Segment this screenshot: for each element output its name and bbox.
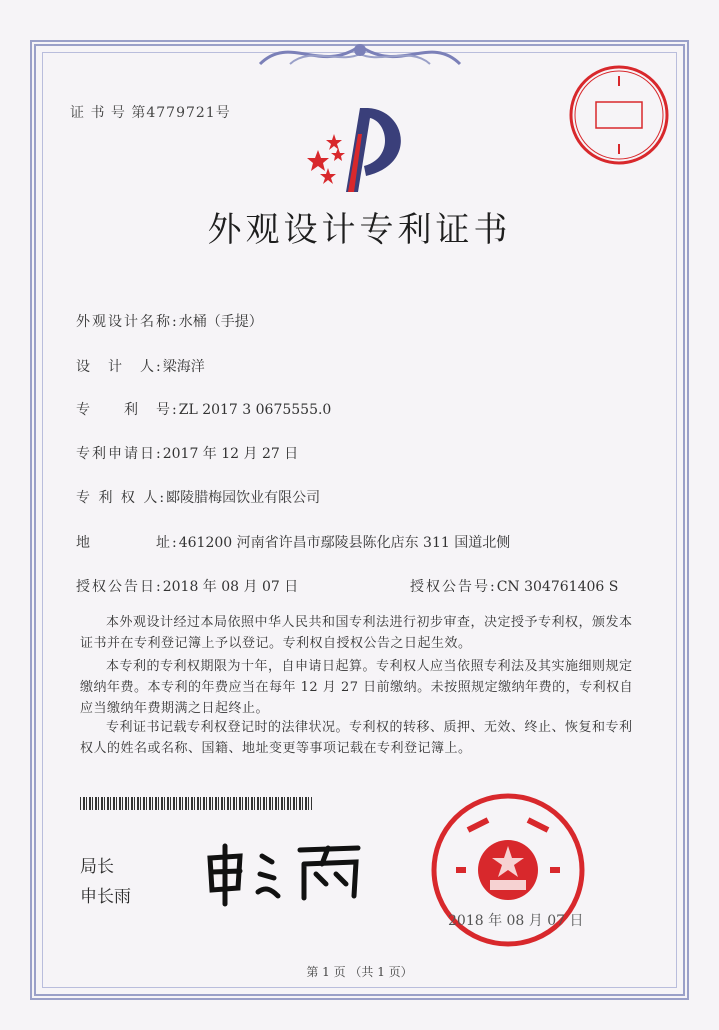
field-value: 郾陵腊梅园饮业有限公司	[166, 490, 321, 506]
field-value: ZL 2017 3 0675555.0	[178, 402, 332, 418]
paragraph-text: 本外观设计经过本局依照中华人民共和国专利法进行初步审查，决定授予专利权，颁发本证书并在专利登记簿上予以登记。专利权自授权公告之日起生效。	[80, 615, 633, 651]
field-label: 地 址:	[76, 535, 179, 551]
paragraph-text: 专利证书记载专利权登记时的法律状况。专利权的转移、质押、无效、终止、恢复和专利权人的姓名或名称、国籍、地址变更等事项记载在专利登记簿上。	[80, 720, 633, 756]
body-paragraph-3	[80, 717, 644, 759]
field-label: 专利申请日:	[76, 446, 163, 462]
certificate-title: 外观设计专利证书	[207, 210, 512, 250]
field-grant-date	[76, 576, 298, 596]
body-paragraph-1	[80, 612, 644, 654]
field-patent-number	[76, 399, 331, 419]
page-number: 第 1 页 （共 1 页）	[306, 965, 413, 979]
field-value: 2017 年 12 月 27 日	[162, 446, 299, 462]
paragraph-text: 本专利的专利权期限为十年，自申请日起算。专利权人应当依照专利法及其实施细则规定缴纳年费。本专利的年费应当在每年 12 月 27 日前缴纳。未按照规定缴纳年费的，专利权自应当缴纳年费期满之日起终止。	[80, 659, 634, 716]
field-label: 授权公告号:	[410, 579, 497, 595]
field-address	[76, 532, 510, 552]
field-label: 专 利 权 人:	[76, 490, 167, 506]
field-label: 外观设计名称:	[76, 314, 179, 330]
barcode	[80, 797, 312, 810]
tax-seal-stamp	[566, 62, 672, 168]
field-value: 水桶（手提）	[178, 314, 263, 330]
field-designer	[76, 356, 205, 376]
top-ornament-icon	[250, 34, 470, 74]
seal-date: 2018 年 08 月 07 日	[448, 913, 584, 929]
director-title: 局长	[80, 857, 114, 877]
field-value: 梁海洋	[162, 359, 205, 375]
field-value: 2018 年 08 月 07 日	[162, 579, 299, 595]
field-design-name	[76, 311, 263, 331]
body-paragraph-2	[80, 656, 644, 719]
field-value: 461200 河南省许昌市鄢陵县陈化店东 311 国道北侧	[178, 535, 511, 551]
patent-office-logo-icon	[298, 104, 418, 196]
field-label: 设 计 人:	[76, 359, 163, 375]
field-patentee	[76, 487, 320, 507]
director-signature	[200, 838, 370, 908]
field-value: CN 304761406 S	[496, 579, 619, 595]
field-label: 专 利 号:	[76, 402, 179, 418]
field-label: 授权公告日:	[76, 579, 163, 595]
director-name: 申长雨	[80, 887, 131, 907]
field-application-date	[76, 443, 298, 463]
certificate-number: 证 书 号 第4779721号	[70, 105, 231, 121]
field-grant-number	[410, 576, 618, 596]
